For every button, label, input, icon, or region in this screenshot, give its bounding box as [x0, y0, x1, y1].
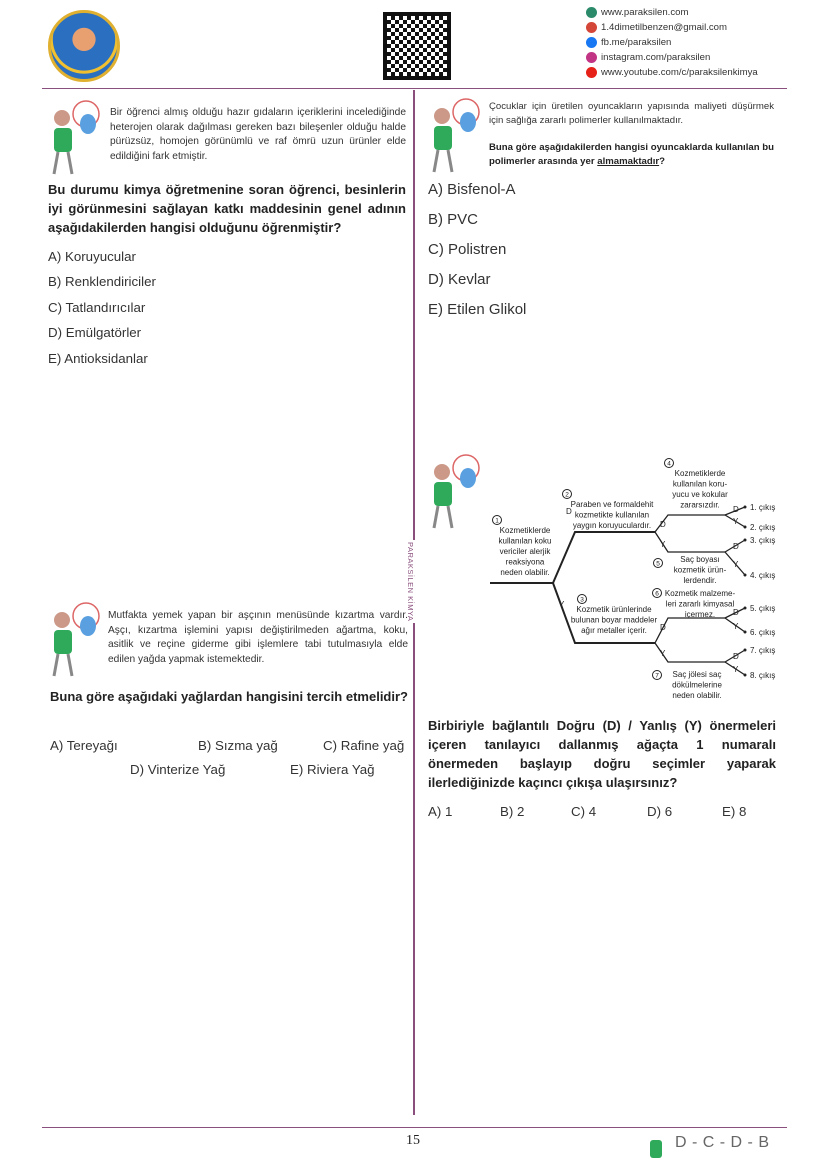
node-statement: yucu ve kokular — [672, 490, 728, 499]
branch-label: Y — [733, 622, 739, 631]
exit-label: 2. çıkış — [750, 523, 776, 532]
q2-intro: Çocuklar için üretilen oyuncakların yapısında maliyeti düşürmek için sağlığa zararlı polimerler kullanılmaktadır. — [489, 101, 774, 126]
mascot-illustration — [48, 600, 104, 680]
contact-text: www.youtube.com/c/paraksilenkimya — [601, 66, 758, 78]
node-statement: Kozmetiklerde — [674, 469, 726, 478]
answer-option[interactable]: E) Riviera Yağ — [290, 762, 375, 777]
answer-option[interactable]: D) Emülgatörler — [48, 325, 142, 340]
node-number: 2 — [565, 491, 569, 499]
q1-intro: Bir öğrenci almış olduğu hazır gıdaların içeriklerini incelediğinde heterojen olarak dağılması gereken bazı bileşenler olduğu halde pürüzsüz, homojen görünümlü ve raf ömrü uzun ürünler elde edildiğini fark etmiştir. — [110, 107, 406, 162]
side-label: PARAKSİLEN KİMYA — [406, 542, 415, 622]
node-number: 7 — [655, 672, 659, 680]
branch-label: D — [733, 652, 739, 661]
answer-option[interactable]: E) Etilen Glikol — [428, 301, 527, 318]
contact-text: 1.4dimetilbenzen@gmail.com — [601, 21, 727, 33]
branch-label: Y — [559, 600, 565, 609]
node-statement: kullanılan koru- — [672, 479, 728, 489]
node-statement: Kozmetik ürünlerinde — [576, 605, 652, 614]
answer-option[interactable]: A) 1 — [428, 804, 453, 819]
node-statement: kozmetikte kullanılan — [574, 510, 650, 520]
node-statement: kozmetik ürün- — [673, 565, 727, 575]
answer-option[interactable]: D) Vinterize Yağ — [130, 762, 226, 777]
answer-option[interactable]: C) Rafine yağ — [323, 738, 405, 753]
node-statement: Saç jölesi saç — [672, 670, 722, 679]
emphasis-underlined: almamaktadır — [597, 155, 660, 167]
q4-question: Birbiriyle bağlantılı Doğru (D) / Yanlış (Y) önermeleri içeren tanılayıcı dallanmış ağaçta 1 numaralı önermeden başlayıp doğru seçimler yaparak ilerlediğinizde kaçıncı çıkışa ulaşırsınız? — [428, 718, 776, 790]
node-statement: kullanılan koku — [498, 536, 552, 546]
q3-question: Buna göre aşağıdaki yağlardan hangisini tercih etmelidir? — [50, 689, 408, 704]
node-number: 6 — [655, 590, 659, 598]
branch-label: D — [733, 542, 739, 551]
answer-option[interactable]: D) 6 — [647, 804, 673, 819]
answer-option[interactable]: B) Renklendiriciler — [48, 274, 156, 289]
node-statement: neden olabilir. — [672, 691, 722, 700]
exit-label: 6. çıkış — [750, 628, 776, 637]
answer-option[interactable]: B) PVC — [428, 211, 479, 228]
mascot-mini-icon — [650, 1140, 662, 1158]
answer-option[interactable]: C) 4 — [571, 804, 597, 819]
node-number: 1 — [495, 517, 499, 525]
exit-label: 3. çıkış — [750, 536, 776, 545]
node-statement: dökülmelerine — [672, 680, 722, 690]
q3-intro: Mutfakta yemek yapan bir aşçının menüsünde kızartma vardır. Aşçı, kızartma işlemini yapısı değiştirilmeden ağartma, koku, asitlik ve reçine giderme gibi işlemlere tabi tutulmasıyla elde edilen yağda yapmak istemektedir. — [108, 610, 408, 665]
node-statement: leri zararlı kimyasal — [665, 599, 735, 609]
branch-label: D — [660, 623, 666, 632]
node-statement: reaksiyona — [505, 557, 545, 567]
contact-text: www.paraksilen.com — [601, 6, 689, 18]
node-statement: neden olabilir. — [500, 568, 550, 577]
branch-label: D — [566, 507, 572, 516]
node-statement: bulunan boyar maddeler — [570, 615, 658, 625]
footer-divider — [42, 1127, 787, 1128]
contact-text: instagram.com/paraksilen — [601, 51, 711, 63]
node-statement: vericiler alerjik — [499, 547, 551, 556]
node-statement: Saç boyası — [680, 555, 720, 564]
q2-question: Buna göre aşağıdakilerden hangisi oyuncaklarda kullanılan bu polimerler arasında yer almamaktadır? — [489, 142, 774, 167]
answer-option[interactable]: C) Polistren — [428, 241, 507, 258]
exit-label: 4. çıkış — [750, 571, 776, 580]
node-statement: içermez. — [684, 610, 716, 619]
answer-option[interactable]: A) Bisfenol-A — [428, 181, 516, 198]
node-statement: lerdendir. — [683, 576, 717, 585]
exit-label: 7. çıkış — [750, 646, 776, 655]
branch-label: Y — [660, 540, 666, 549]
page-number: 15 — [406, 1133, 420, 1148]
answer-option[interactable]: B) 2 — [500, 804, 525, 819]
contact-text: fb.me/paraksilen — [601, 36, 672, 48]
answer-option[interactable]: C) Tatlandırıcılar — [48, 300, 146, 315]
branch-label: Y — [733, 560, 739, 569]
answer-option[interactable]: D) Kevlar — [428, 271, 491, 288]
branch-label: Y — [733, 517, 739, 526]
branch-label: D — [733, 505, 739, 514]
exit-label: 5. çıkış — [750, 604, 776, 613]
node-statement: yaygın koruyuculardır. — [572, 521, 652, 530]
branch-label: D — [660, 520, 666, 529]
node-statement: Paraben ve formaldehit — [570, 500, 654, 509]
q1-question: Bu durumu kimya öğretmenine soran öğrenci, besinlerin iyi görünmesini sağlayan katkı maddesinin genel adının aşağıdakilerden hangisi olduğunu öğrenmiştir? — [48, 182, 406, 235]
branch-label: D — [733, 608, 739, 617]
exit-label: 8. çıkış — [750, 671, 776, 680]
node-statement: zararsızdır. — [680, 500, 720, 510]
answer-option[interactable]: E) Antioksidanlar — [48, 351, 148, 366]
node-statement: ağır metaller içerir. — [581, 626, 647, 635]
answer-key: D - C - D - B — [675, 1134, 770, 1151]
branch-label: Y — [660, 649, 666, 658]
branch-label: Y — [733, 665, 739, 674]
node-statement: Kozmetik malzeme- — [664, 589, 736, 598]
answer-option[interactable]: B) Sızma yağ — [198, 738, 278, 753]
node-number: 5 — [656, 560, 660, 568]
node-statement: Kozmetiklerde — [499, 526, 551, 535]
node-number: 4 — [667, 460, 671, 468]
node-number: 3 — [580, 596, 584, 604]
answer-option[interactable]: A) Koruyucular — [48, 249, 136, 264]
exit-label: 1. çıkış — [750, 503, 776, 512]
answer-option[interactable]: A) Tereyağı — [50, 738, 118, 753]
answer-option[interactable]: E) 8 — [722, 804, 747, 819]
